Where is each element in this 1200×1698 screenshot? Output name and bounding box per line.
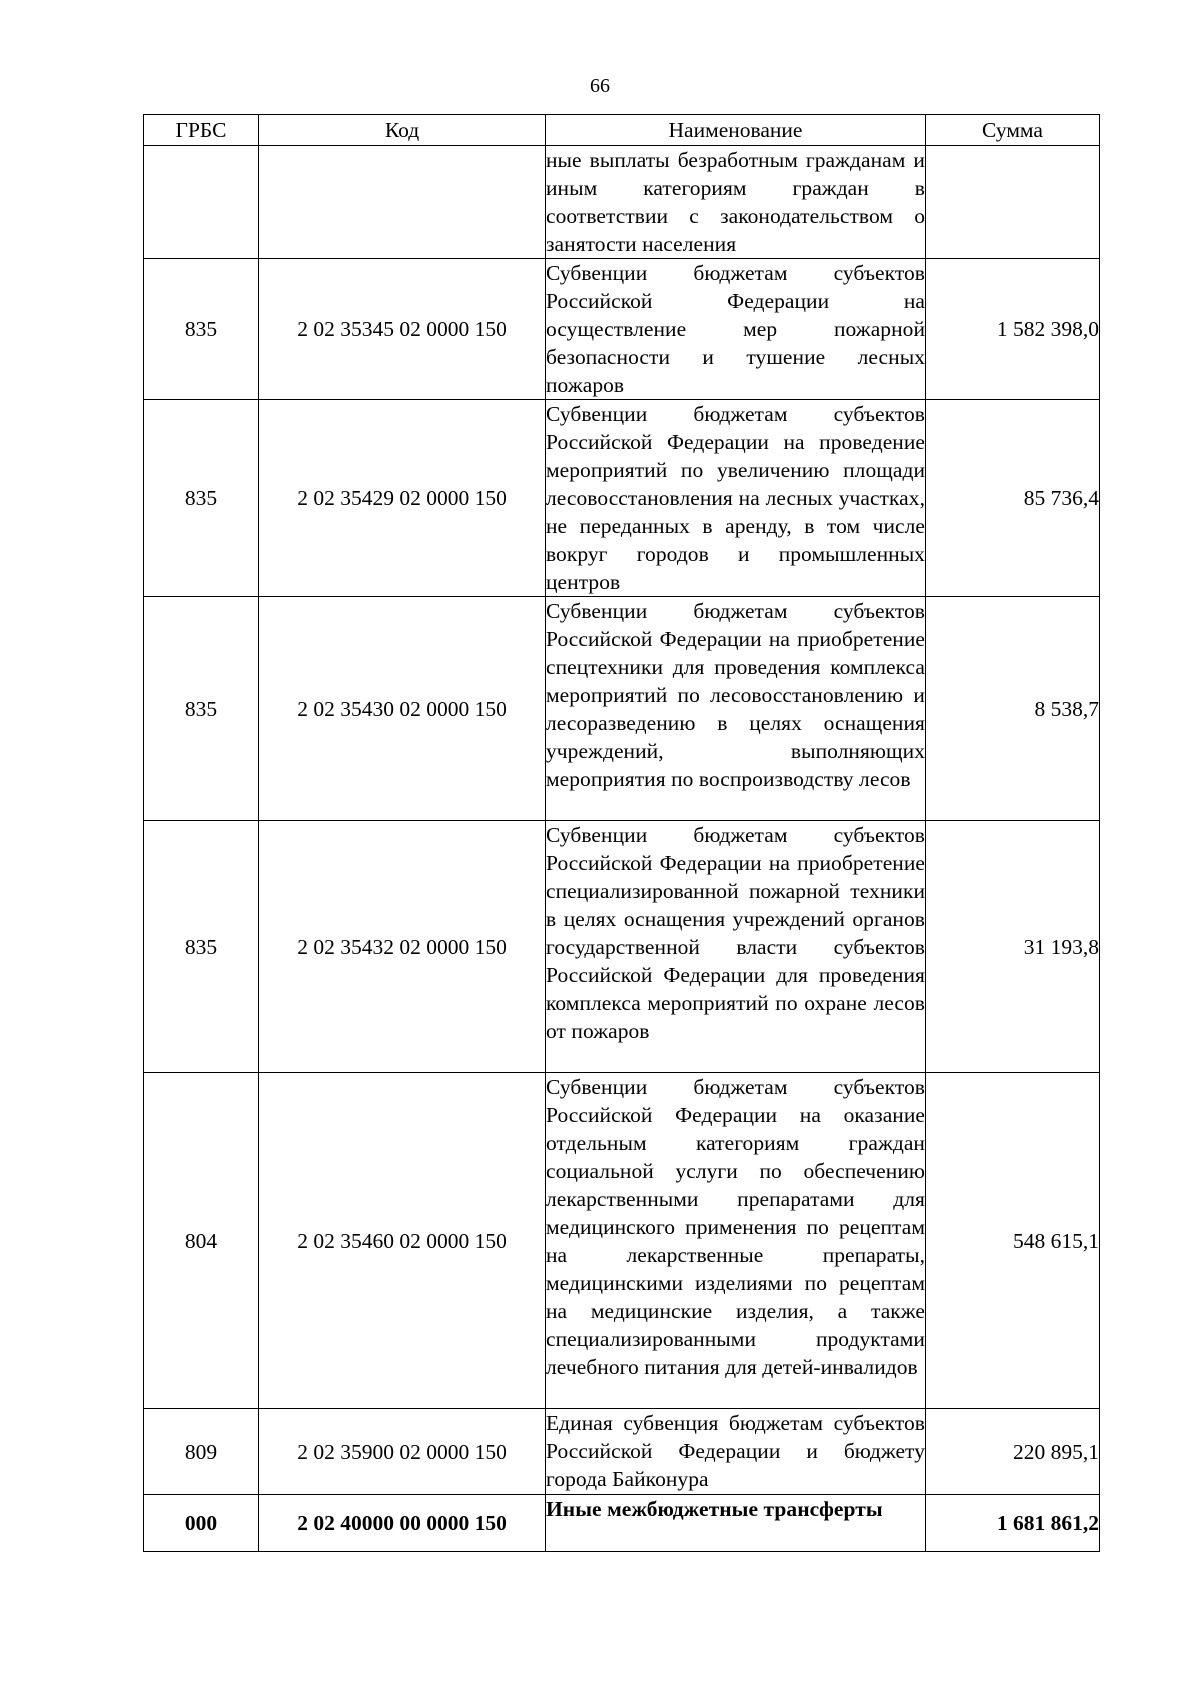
cell-code: 2 02 35429 02 0000 150 [259,400,546,597]
cell-name: Субвенции бюджетам субъектов Российской Федерации на проведение мероприятий по увеличению площади лесовосстановления на лесных участках, не переданных в аренду, в том числе вокруг городов и промышленных центров [546,400,926,597]
cell-code: 2 02 35460 02 0000 150 [259,1073,546,1409]
cell-grbs: 000 [144,1495,259,1552]
cell-name: Единая субвенция бюджетам субъектов Российской Федерации и бюджету города Байконура [546,1409,926,1495]
cell-name: Субвенции бюджетам субъектов Российской Федерации на оказание отдельным категориям граждан социальной услуги по обеспечению лекарственными препаратами для медицинского применения по рецептам на лекарственные препараты, медицинскими изделиями по рецептам на медицинские изделия, а также специализированными продуктами лечебного питания для детей-инвалидов [546,1073,926,1409]
cell-grbs: 804 [144,1073,259,1409]
cell-code: 2 02 35432 02 0000 150 [259,821,546,1073]
budget-table [143,114,1100,1552]
cell-grbs [144,146,259,259]
cell-sum: 31 193,8 [926,821,1100,1073]
cell-sum: 1 681 861,2 [926,1495,1100,1552]
header-grbs: ГРБС [144,115,259,146]
cell-sum: 220 895,1 [926,1409,1100,1495]
cell-code: 2 02 35900 02 0000 150 [259,1409,546,1495]
cell-grbs: 835 [144,400,259,597]
cell-sum: 1 582 398,0 [926,259,1100,400]
cell-name: Субвенции бюджетам субъектов Российской Федерации на осуществление мер пожарной безопасности и тушение лесных пожаров [546,259,926,400]
table-header-row [144,115,1100,146]
cell-sum [926,146,1100,259]
header-name: Наименование [546,115,926,146]
table-row-total [144,1495,1100,1552]
table-row [144,821,1100,1073]
cell-code [259,146,546,259]
cell-code: 2 02 35345 02 0000 150 [259,259,546,400]
cell-code: 2 02 40000 00 0000 150 [259,1495,546,1552]
table-row [144,259,1100,400]
page-number: 66 [590,75,610,97]
table-row [144,597,1100,821]
cell-sum: 8 538,7 [926,597,1100,821]
table-row [144,1409,1100,1495]
cell-name: Субвенции бюджетам субъектов Российской Федерации на приобретение специализированной пожарной техники в целях оснащения учреждений органов государственной власти субъектов Российской Федерации для проведения комплекса мероприятий по охране лесов от пожаров [546,821,926,1073]
cell-grbs: 809 [144,1409,259,1495]
cell-sum: 548 615,1 [926,1073,1100,1409]
cell-sum: 85 736,4 [926,400,1100,597]
cell-name: Иные межбюджетные трансферты [546,1495,926,1552]
table-row [144,400,1100,597]
cell-code: 2 02 35430 02 0000 150 [259,597,546,821]
header-sum: Сумма [926,115,1100,146]
cell-grbs: 835 [144,597,259,821]
header-code: Код [259,115,546,146]
cell-name: ные выплаты безработным гражданам и иным категориям граждан в соответствии с законодательством о занятости населения [546,146,926,259]
table-row [144,146,1100,259]
cell-name: Субвенции бюджетам субъектов Российской Федерации на приобретение спецтехники для проведения комплекса мероприятий по лесовосстановлению и лесоразведению в целях оснащения учреждений, выполняющих мероприятия по воспроизводству лесов [546,597,926,821]
cell-grbs: 835 [144,259,259,400]
cell-grbs: 835 [144,821,259,1073]
table-row [144,1073,1100,1409]
